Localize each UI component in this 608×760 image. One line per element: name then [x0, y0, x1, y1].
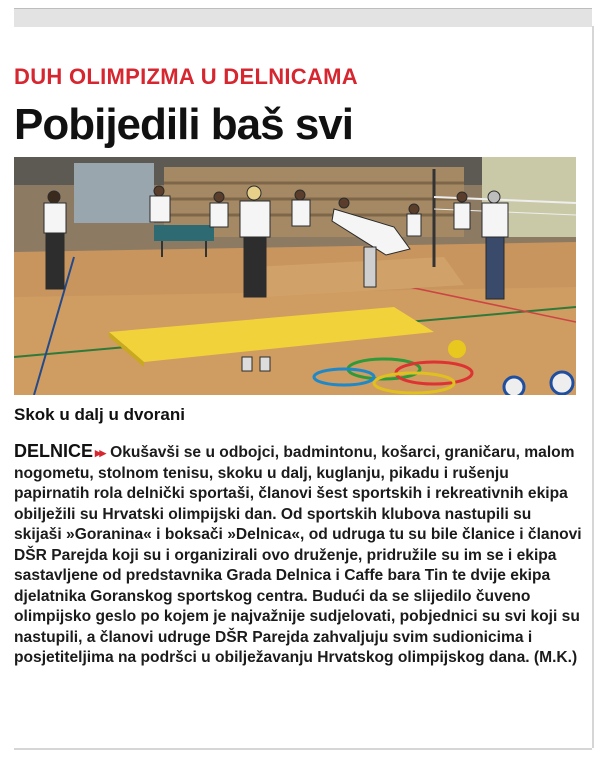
photo-caption: Skok u dalj u dvorani	[14, 405, 185, 424]
article-photo	[14, 157, 576, 395]
dateline-arrows-icon: ▸▸	[95, 445, 105, 460]
top-bar	[14, 8, 592, 27]
bottom-divider	[14, 748, 592, 750]
gym-photo-illustration	[14, 157, 576, 395]
kicker: DUH OLIMPIZMA U DELNICAMA	[14, 64, 358, 89]
right-divider	[592, 26, 594, 748]
article-body	[14, 441, 582, 669]
headline: Pobijedili baš svi	[14, 100, 354, 149]
article	[14, 8, 592, 750]
dateline: DELNICE	[14, 441, 94, 461]
article-text: Okušavši se u odbojci, badmintonu, košarci, graničaru, malom nogometu, stolnom tenisu, skoku u dalj, kuglanju, pikadu i rušenju papirnatih rola delnički sportaši, članovi šest sportskih i rekreativnih ekipa obilježili su Hrvatski olimpijski dan. Od sportskih klubova nastupili su skijaši »Goranina« i boksači »Delnica«, od udruga tu su bile članice i članovi DŠR Parejda koji su i organizirali ovo druženje, pridružile su im se i ekipa sastavljene od predstavnika Grada Delnica i Caffe bara Tin te dvije ekipa djelatnika Goranskog sportskog centra. Budući da se slijedilo čuveno olimpijsko geslo po kojem je najvažnije sudjelovati, pobjednici su svi koji su nastupili, a članovi udruge DŠR Parejda zahvaljuju svim sudionicima i posjetiteljima na podršci u obilježavanju Hrvatskog olimpijskog dana. (M.K.)	[14, 444, 582, 666]
